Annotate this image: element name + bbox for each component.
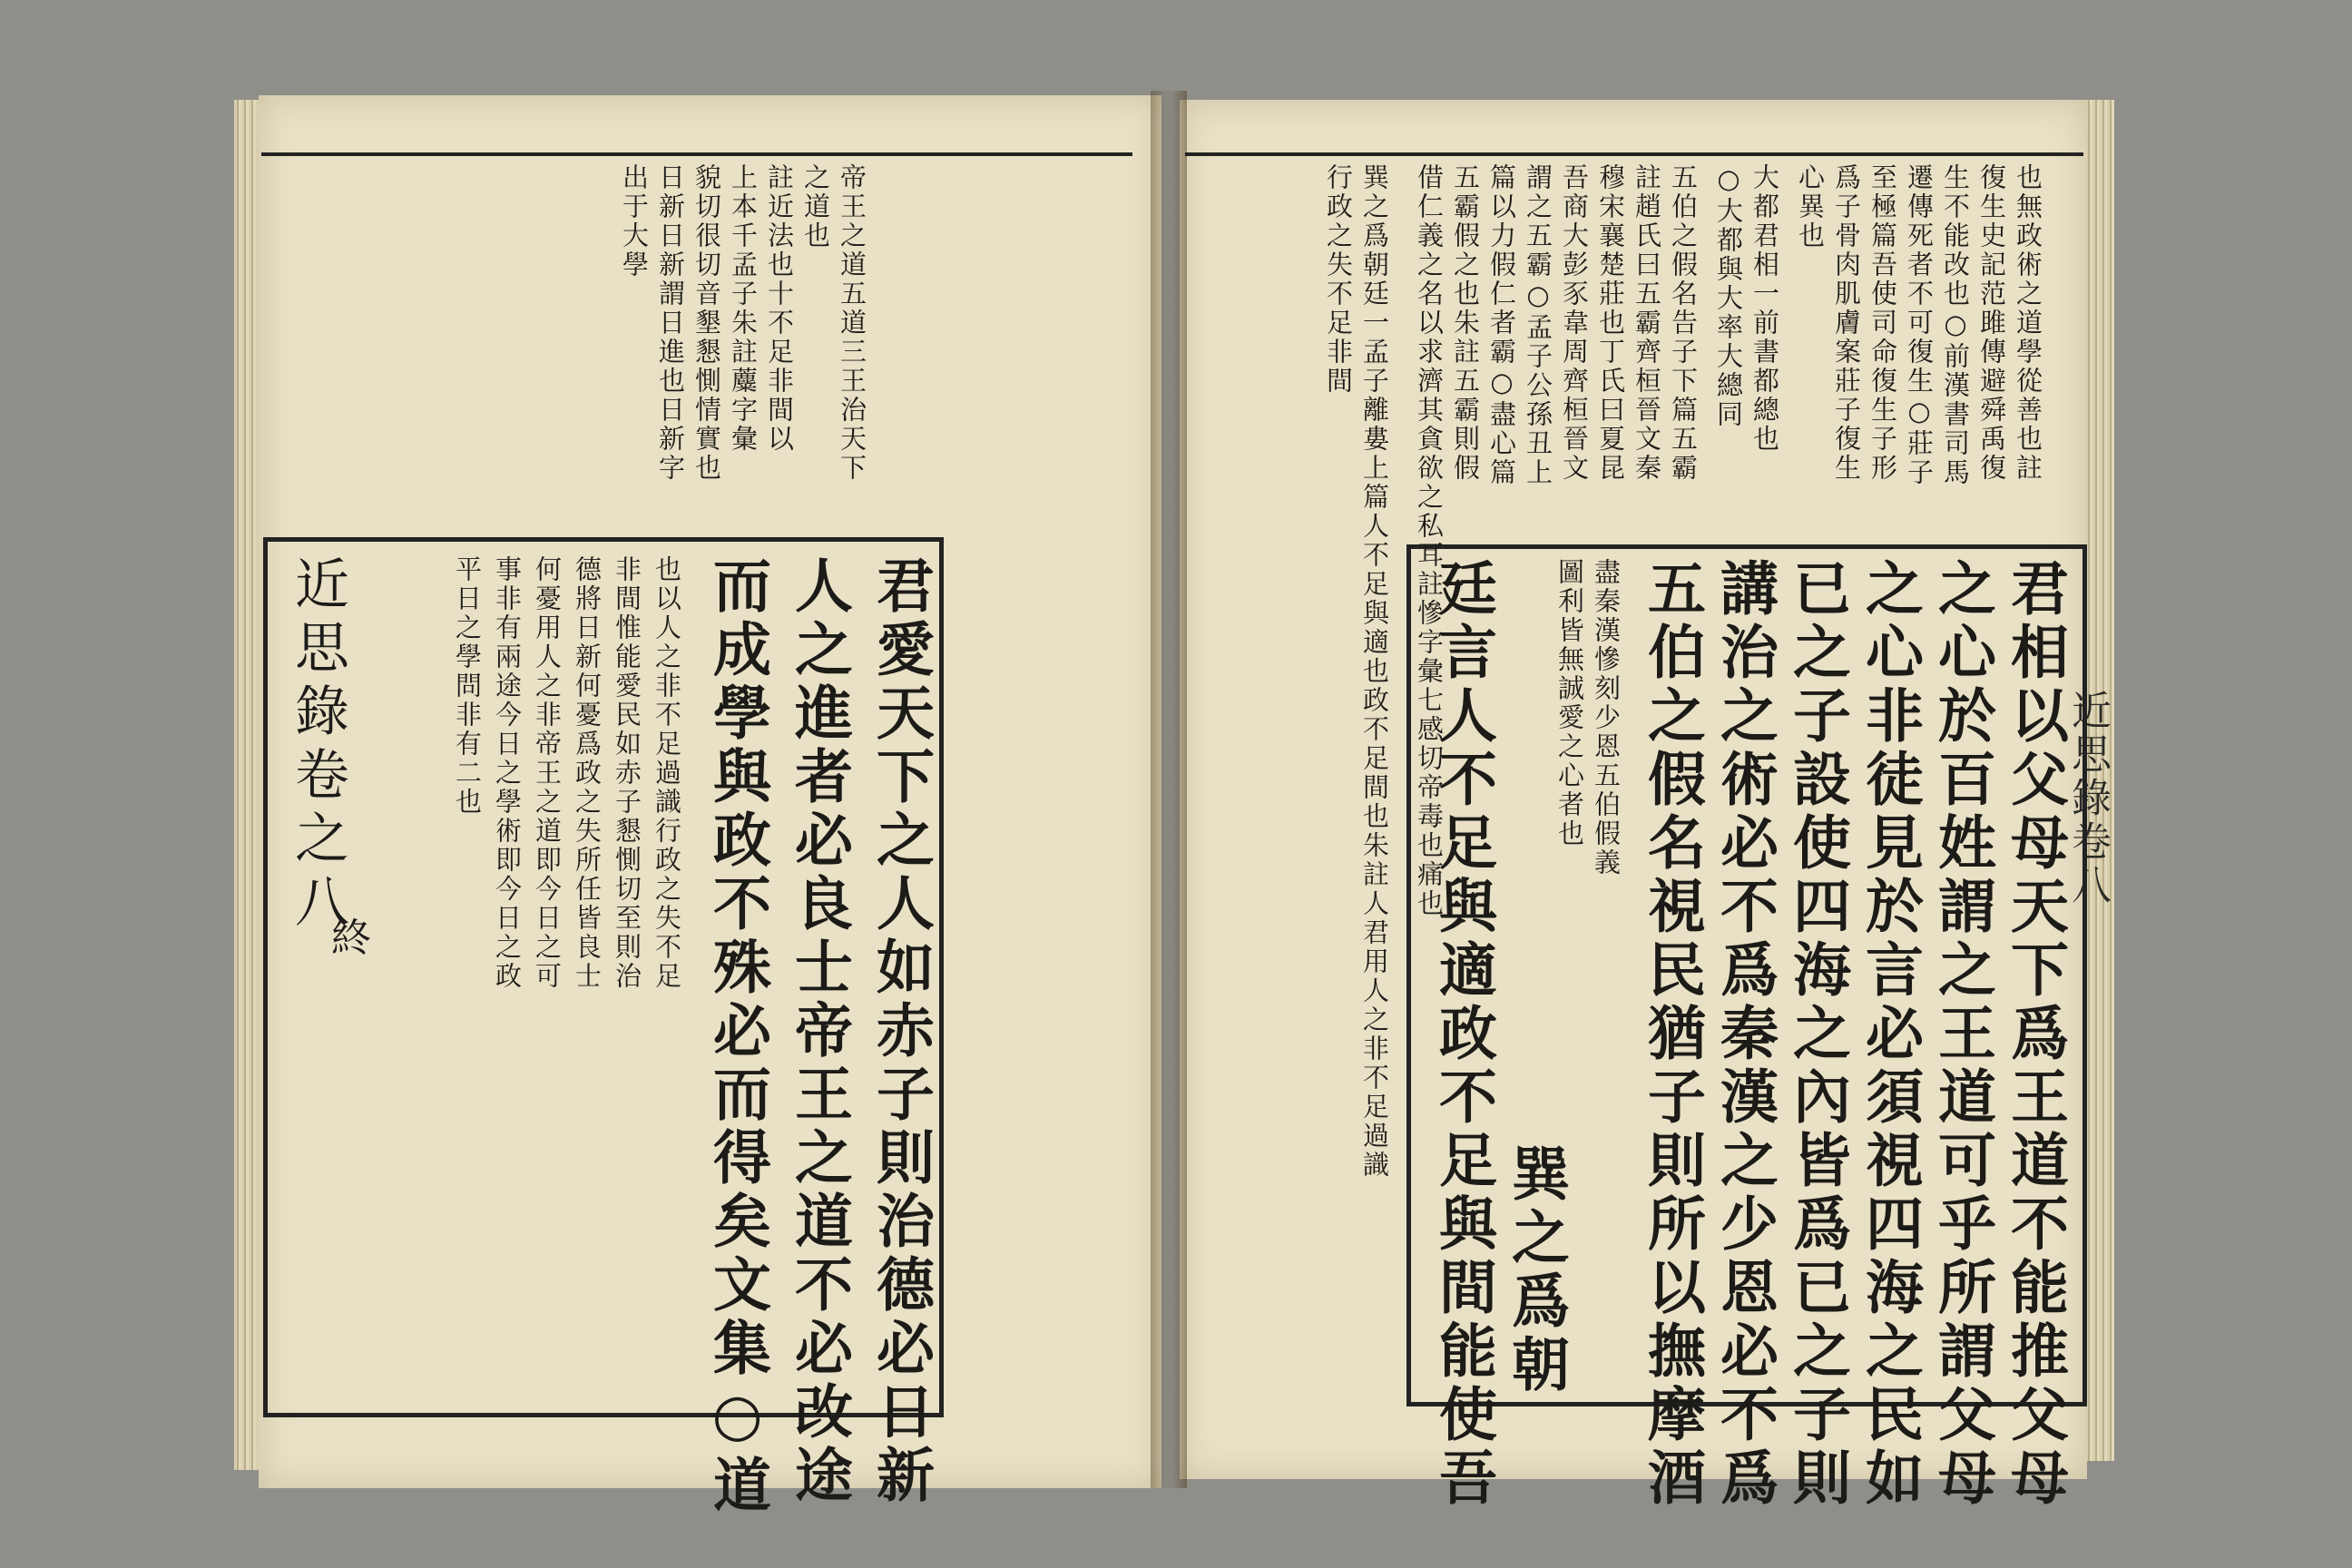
right-commentary-col-3: 生不能改也○前漢書司馬 — [1940, 163, 1971, 487]
right-commentary-col-14: 謂之五霸○孟子公孫丑上 — [1523, 163, 1553, 487]
left-main-col-5: 非間惟能愛民如赤子懇惻切至則治 — [612, 555, 642, 991]
left-main-col-8: 事非有兩途今日之學術即今日之政 — [492, 555, 523, 991]
right-commentary-col-19: 行政之失不足非間 — [1323, 163, 1354, 396]
right-commentary-col-15: 篇以力假仁者霸○盡心篇 — [1486, 163, 1517, 487]
volume-end-mark: 終 — [324, 916, 370, 956]
left-page-stack — [234, 100, 261, 1470]
right-commentary-col-17: 借仁義之名以求濟其貪欲之私耳註慘字彙七感切帝毒也痛也 — [1414, 163, 1445, 918]
right-commentary-col-5: 至極篇吾使司命復生子形 — [1867, 163, 1898, 483]
right-commentary-col-11: 註趙氏曰五霸齊桓晉文秦 — [1632, 163, 1662, 483]
right-main-col-1: 君相以父母天下爲王道不能推父母 — [2001, 558, 2069, 1511]
right-main-col-8: 圖利皆無誠愛之心者也 — [1554, 558, 1585, 848]
right-commentary-col-13: 吾商大彭豕韋周齊桓晉文 — [1559, 163, 1590, 483]
left-commentary-col-1: 帝王之道五道三王治天下 — [837, 163, 867, 483]
left-main-col-3: 而成學與政不殊必而得矣文集○道 — [703, 555, 771, 1518]
right-commentary-col-9: ○大都與大率大總同 — [1713, 163, 1744, 429]
right-commentary-col-2: 復生史記范雎傳避舜禹復 — [1976, 163, 2007, 483]
left-main-col-7: 何憂用人之非帝王之道即今日之可 — [532, 555, 563, 991]
right-main-col-6: 五伯之假名視民猶子則所以撫摩酒 — [1638, 558, 1706, 1511]
left-main-col-9: 平日之學問非有二也 — [452, 555, 483, 817]
left-main-col-4: 也以人之非不足過識行政之失不足 — [652, 555, 682, 991]
right-commentary-col-4: 遷傳死者不可復生○莊子 — [1904, 163, 1935, 487]
right-commentary-col-7: 心異也 — [1795, 163, 1826, 250]
left-main-col-2: 人之進者必良士帝王之道不必改途 — [785, 555, 853, 1508]
left-commentary-col-7: 出于大學 — [619, 163, 650, 279]
right-main-col-2: 之心於百姓謂之王道可乎所謂父母 — [1928, 558, 1996, 1511]
left-top-rule — [261, 152, 1132, 156]
book-gutter — [1151, 91, 1187, 1488]
right-main-col-7: 盡秦漢慘刻少恩五伯假義 — [1591, 558, 1622, 877]
left-commentary-col-2: 之道也 — [800, 163, 831, 250]
right-commentary-col-6: 爲子骨肉肌膚案莊子復生 — [1831, 163, 1862, 483]
volume-end-title: 近思錄卷之八 — [286, 555, 349, 936]
right-commentary-col-10: 五伯之假名告子下篇五霸 — [1668, 163, 1699, 483]
right-main-col-3: 之心非徒見於言必須視四海之民如 — [1856, 558, 1924, 1511]
left-main-col-1: 君愛天下之人如赤子則治德必日新 — [867, 555, 935, 1508]
right-commentary-col-18: 巽之爲朝廷一孟子離婁上篇人不足與適也政不足間也朱註人君用人之非不足過識 — [1359, 163, 1390, 1180]
right-commentary-col-8: 大都君相一前書都總也 — [1749, 163, 1780, 454]
left-commentary-col-6: 日新日新謂日進也日新字 — [655, 163, 686, 483]
right-commentary-col-1: 也無政術之道學從善也註 — [2013, 163, 2043, 483]
right-main-col-4: 已之子設使四海之內皆爲已之子則 — [1783, 558, 1851, 1511]
left-commentary-col-3: 註近法也十不足非間以 — [764, 163, 795, 454]
left-main-col-6: 德將日新何憂爲政之失所任皆良士 — [572, 555, 603, 991]
right-commentary-col-12: 穆宋襄楚莊也丁氏曰夏昆 — [1595, 163, 1626, 483]
right-top-rule — [1185, 152, 2083, 156]
fore-edge-title: 近思錄卷八 — [2064, 690, 2111, 907]
right-main-col-9: 巽之爲朝 — [1502, 1143, 1570, 1397]
right-main-col-5: 講治之術必不爲秦漢之少恩必不爲 — [1710, 558, 1779, 1511]
right-main-col-10: 廷言人不足與適政不足與間能使吾 — [1429, 558, 1497, 1511]
right-commentary-col-16: 五霸假之也朱註五霸則假 — [1450, 163, 1481, 483]
left-commentary-col-5: 貌切很切音墾懇惻情實也 — [691, 163, 722, 483]
left-commentary-col-4: 上本千孟子朱註蘪字彙 — [728, 163, 759, 454]
